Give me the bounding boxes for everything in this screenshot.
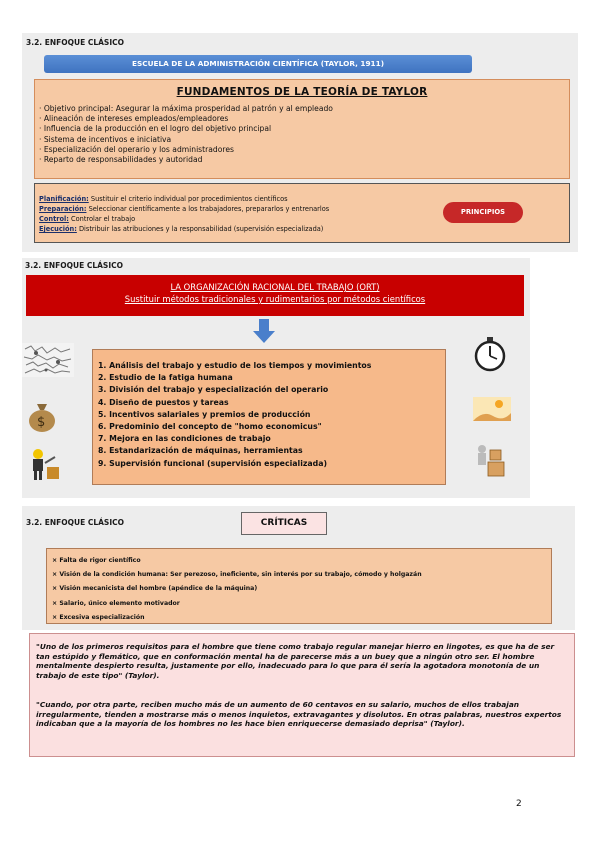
down-arrow-icon: [253, 319, 275, 343]
fundamentals-title: FUNDAMENTOS DE LA TEORÍA DE TAYLOR: [176, 86, 428, 98]
list-item: 2. Estudio de la fatiga humana: [98, 373, 233, 383]
ort-banner-subtitle: Sustituir métodos tradicionales y rudimentarios por métodos científicos: [124, 294, 426, 304]
list-item: 5. Incentivos salariales y premios de producción: [98, 409, 311, 419]
list-item: 6. Predominio del concepto de "homo economicus": [98, 422, 322, 432]
list-item: · Reparto de responsabilidades y autoridad: [39, 155, 333, 165]
principle-control: [39, 215, 135, 223]
principle-ejecucion: [39, 225, 323, 233]
principles-pill: PRINCIPIOS: [443, 202, 523, 223]
svg-text:$: $: [37, 415, 46, 430]
list-item: 7. Mejora en las condiciones de trabajo: [98, 434, 271, 444]
school-banner: ESCUELA DE LA ADMINISTRACIÓN CIENTÍFICA (TAYLOR, 1911): [44, 55, 472, 73]
ort-banner-title: LA ORGANIZACIÓN RACIONAL DEL TRABAJO (ORT): [170, 282, 380, 292]
section-label: 3.2. ENFOQUE CLÁSICO: [26, 38, 125, 47]
list-item: 8. Estandarización de máquinas, herramientas: [98, 446, 303, 456]
principle-text: Distribuir las atribuciones y la responsabilidad (supervisión especializada): [76, 225, 324, 233]
principle-text: Sustituir el criterio individual por procedimientos científicos: [88, 195, 288, 203]
list-item: · Sistema de incentivos e iniciativa: [39, 135, 333, 145]
list-item: 3. División del trabajo y especialización del operario: [98, 385, 329, 395]
principle-term: Preparación:: [39, 205, 87, 213]
page-number: 2: [516, 799, 522, 809]
principle-text: Controlar el trabajo: [68, 215, 136, 223]
criticas-list: [52, 554, 422, 625]
person-boxes-icon: [474, 442, 508, 478]
list-item: 1. Análisis del trabajo y estudio de los tiempos y movimientos: [98, 361, 372, 370]
list-item: × Excesiva especialización: [52, 611, 422, 625]
criticas-title: CRÍTICAS: [241, 512, 327, 535]
ort-list: [98, 360, 371, 470]
list-item: 9. Supervisión funcional (supervisión especializada): [98, 458, 328, 468]
principle-text: Seleccionar científicamente a los trabajadores, prepararlos y entrenarlos: [86, 205, 330, 213]
stopwatch-icon: [472, 336, 508, 372]
section-label: 3.2. ENFOQUE CLÁSICO: [26, 518, 125, 527]
desert-landscape-icon: [473, 397, 511, 421]
section-label: 3.2. ENFOQUE CLÁSICO: [25, 261, 124, 270]
list-item: · Especialización del operario y los administradores: [39, 145, 333, 155]
principle-term: Control:: [39, 215, 69, 223]
list-item: × Salario, único elemento motivador: [52, 597, 422, 611]
list-item: × Visión mecanicista del hombre (apéndice de la máquina): [52, 582, 422, 596]
ort-banner: [26, 275, 524, 316]
list-item: × Falta de rigor científico: [52, 554, 422, 568]
criticas-box: [46, 548, 552, 624]
section-criticas: [22, 506, 575, 630]
principle-term: Ejecución:: [39, 225, 77, 233]
section-ort: [22, 258, 530, 498]
list-item: 4. Diseño de puestos y tareas: [98, 397, 229, 407]
principle-term: Planificación:: [39, 195, 89, 203]
list-item: × Visión de la condición humana: Ser perezoso, ineficiente, sin interés por su trabajo, cómodo y holgazán: [52, 568, 422, 582]
list-item: · Alineación de intereses empleados/empleadores: [39, 114, 333, 124]
quote-1: "Uno de los primeros requisitos para el hombre que tiene como trabajo regular manejar hierro en lingotes, es que ha de ser tan estúpido y flemático, que en conformación mental ha de parecerse más a un buey que a ningún otro ser. El hombre mentalmente despierto resulta, justamente por ello, inadecuado para lo que para él sería la agotadora monotonía de un trabajo de este tipo" (Taylor).: [36, 642, 555, 680]
section-taylor-fundamentals: [22, 33, 578, 252]
fundamentals-box: [34, 79, 570, 179]
money-bag-icon: [26, 399, 58, 433]
principles-box: [34, 183, 570, 243]
worker-tools-icon: [27, 447, 61, 481]
fundamentals-list: [39, 104, 333, 165]
quotes-box: [29, 633, 575, 757]
list-item: · Influencia de la producción en el logro del objetivo principal: [39, 124, 333, 134]
money-scribbles-icon: [22, 343, 74, 377]
ort-principles-box: [92, 349, 446, 485]
principle-planificacion: [39, 195, 288, 203]
principle-preparacion: [39, 205, 329, 213]
list-item: · Objetivo principal: Asegurar la máxima prosperidad al patrón y al empleado: [39, 104, 333, 114]
quote-2: "Cuando, por otra parte, reciben mucho más de un aumento de 60 centavos en su salario, muchos de ellos trabajan irregularmente, tienden a mostrarse más o menos inquietos, extravagantes y disolutos. En otras palabras, nuestros expertos indicaban que a la mayoría de los hombres no les hace bien enriquecerse demasiado deprisa" (Taylor).: [36, 700, 562, 729]
